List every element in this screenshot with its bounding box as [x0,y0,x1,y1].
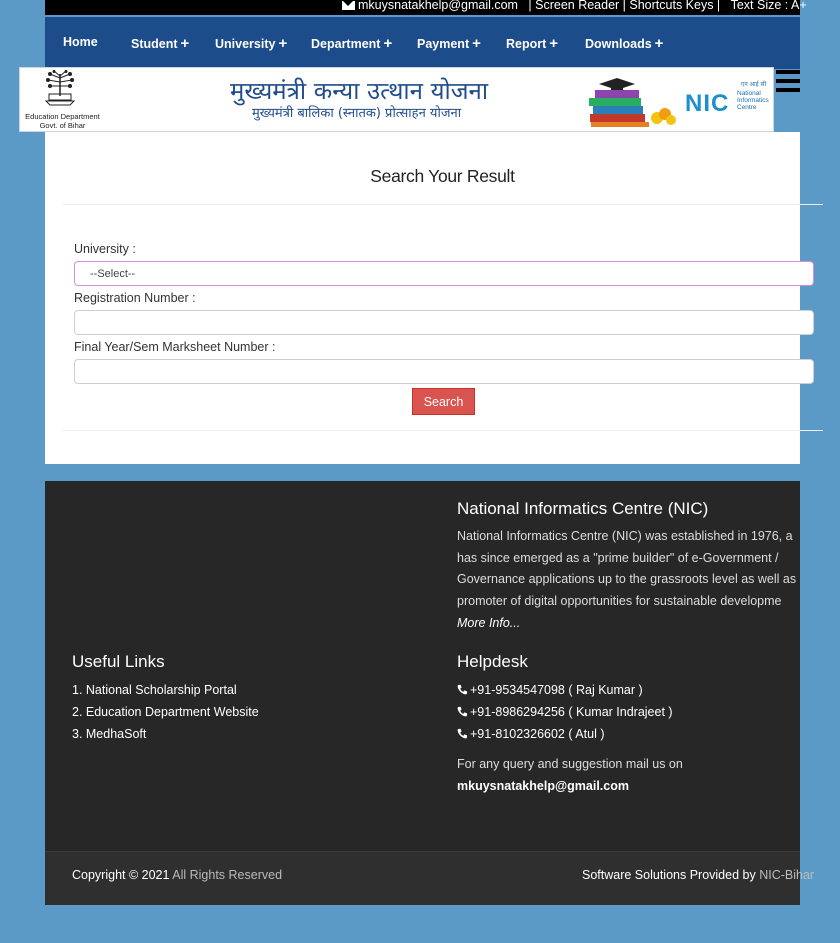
scheme-title: मुख्यमंत्री कन्या उत्थान योजना [230,77,489,105]
accessibility-links[interactable]: | Screen Reader | Shortcuts Keys | [528,0,721,12]
nic-sub-3: Centre [737,104,757,111]
phone-number: +91-8986294256 ( Kumar Indrajeet ) [470,705,673,719]
nav-downloads[interactable] [585,35,663,52]
envelope-icon [342,1,355,10]
graduation-books-icon [585,74,680,128]
query-email-link[interactable]: mkuysnatakhelp@gmail.com [457,779,629,793]
nav-student[interactable] [131,35,189,52]
link-education-department[interactable]: 2. Education Department Website [72,705,259,719]
university-label: University : [74,242,136,256]
nav-home[interactable] [63,35,98,49]
nav-report[interactable] [506,35,558,52]
bodhi-tree-emblem-icon [40,70,80,106]
scheme-subtitle: मुख्यमंत्री बालिका (स्नातक) प्रोत्साहन योजना [252,106,462,121]
nav-payment[interactable] [417,35,481,52]
link-national-scholarship-portal[interactable]: 1. National Scholarship Portal [72,683,237,697]
helpdesk-heading: Helpdesk [457,652,528,671]
plus-icon: + [472,35,481,52]
nav-department[interactable] [311,35,392,52]
nav-report-label: Report [506,37,547,51]
help-email-link[interactable]: mkuysnatakhelp@gmail.com [358,0,518,12]
helpdesk-phone [457,705,673,719]
nic-line: promoter of digital opportunities for sustainable developme [457,593,782,608]
provided-label: Software Solutions Provided by [582,868,756,882]
dept-line-1: Education Department [25,112,100,121]
phone-number: +91-8102326602 ( Atul ) [470,727,605,741]
copyright-text [72,868,282,882]
marksheet-number-label: Final Year/Sem Marksheet Number : [74,340,276,354]
nic-line: has since emerged as a "prime builder" of e-Government / [457,550,779,565]
department-name [20,112,105,130]
useful-links-heading: Useful Links [72,652,165,671]
copyright-main: Copyright © 2021 [72,868,170,882]
top-bar [45,0,807,15]
plus-icon: + [278,35,288,52]
footer [45,481,800,851]
more-info-link[interactable]: More Info... [457,616,521,630]
phone-number: +91-9534547098 ( Raj Kumar ) [470,683,643,697]
main-nav [45,15,800,69]
helpdesk-phone [457,683,643,697]
university-select[interactable] [74,261,814,286]
link-medhasoft[interactable]: 3. MedhaSoft [72,727,147,741]
nic-heading: National Informatics Centre (NIC) [457,499,709,518]
phone-icon [457,706,468,717]
plus-icon: + [180,35,190,52]
search-button[interactable]: Search [412,388,475,415]
plus-icon: + [654,35,664,52]
query-text: For any query and suggestion mail us on [457,757,683,771]
registration-number-label: Registration Number : [74,291,196,305]
nic-sub-2: Informatics [737,97,769,104]
plus-icon: + [383,35,393,52]
provider-link[interactable]: NIC-Bihar [759,868,815,882]
nav-downloads-label: Downloads [585,37,652,51]
phone-icon [457,684,468,695]
nav-student-label: Student [131,37,178,51]
nic-logo-subtitle [737,90,769,111]
helpdesk-phone [457,727,604,741]
phone-icon [457,728,468,739]
nav-university-label: University [215,37,276,51]
nav-home-label: Home [63,35,98,49]
nic-line: Governance applications up to the grassroots level as well as [457,572,797,587]
provided-by-text [582,868,814,882]
nav-university[interactable] [215,35,287,52]
result-search-panel [45,132,800,464]
nic-line: National Informatics Centre (NIC) was established in 1976, a [457,529,793,543]
nav-department-label: Department [311,37,381,51]
marksheet-number-input[interactable] [74,359,814,384]
dept-line-2: Govt. of Bihar [39,121,86,130]
nav-payment-label: Payment [417,37,470,51]
nic-logo: NIC [685,90,730,117]
nic-description [457,526,817,612]
text-size-control[interactable]: Text Size : A+ [730,0,807,12]
divider [63,430,823,431]
nic-hindi-label: एन आई सी [741,81,767,88]
plus-icon: + [549,35,559,52]
university-select-value: --Select-- [90,268,136,280]
copyright-rest: All Rights Reserved [172,868,283,882]
copyright-bar [45,851,815,905]
page-title: Search Your Result [370,166,515,186]
nic-sub-1: National [737,90,761,97]
registration-number-input[interactable] [74,310,814,335]
header-banner [19,67,774,132]
hamburger-menu-icon[interactable] [776,70,800,100]
divider [63,204,823,205]
